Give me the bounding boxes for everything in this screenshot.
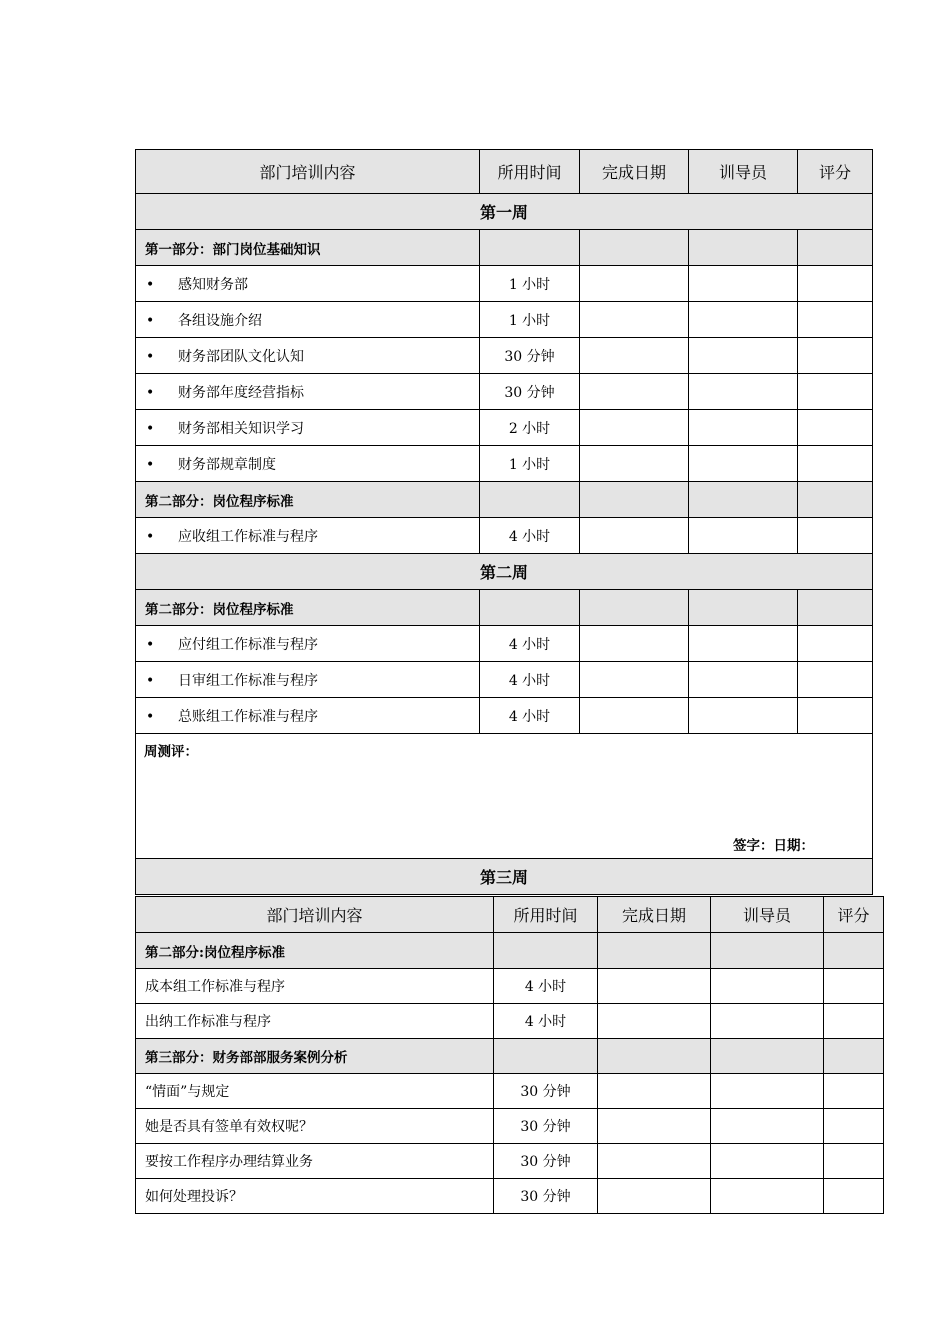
training-item-label: 出纳工作标准与程序 <box>145 1014 271 1030</box>
duration-cell: 4 小时 <box>480 698 580 734</box>
header-time: 所用时间 <box>494 897 598 933</box>
trainer-cell[interactable] <box>689 374 798 410</box>
score-cell[interactable] <box>798 374 873 410</box>
duration-cell: 4 小时 <box>494 969 598 1004</box>
duration-cell: 1 小时 <box>480 266 580 302</box>
training-item-label: 感知财务部 <box>178 276 248 293</box>
duration-cell: 2 小时 <box>480 410 580 446</box>
table-row <box>136 302 873 338</box>
table-row <box>136 1179 884 1214</box>
section-row <box>136 933 884 969</box>
duration-cell: 30 分钟 <box>494 1109 598 1144</box>
section-title: 第三部分：财务部部服务案例分析 <box>136 1039 494 1074</box>
completion-date-cell[interactable] <box>598 1179 711 1214</box>
signature-date-label: 签字：日期： <box>733 838 814 854</box>
training-item <box>136 1144 494 1179</box>
completion-date-cell[interactable] <box>598 1144 711 1179</box>
trainer-cell[interactable] <box>711 1109 824 1144</box>
trainer-cell[interactable] <box>689 698 798 734</box>
training-item <box>136 662 480 698</box>
score-cell[interactable] <box>824 1074 884 1109</box>
training-item-label: 财务部规章制度 <box>178 456 276 473</box>
completion-date-cell[interactable] <box>580 446 689 482</box>
training-item-label: 她是否具有签单有效权呢？ <box>145 1119 313 1135</box>
training-item-label: “情面”与规定 <box>145 1084 230 1100</box>
duration-cell: 1 小时 <box>480 446 580 482</box>
completion-date-cell[interactable] <box>580 374 689 410</box>
header-trainer: 训导员 <box>689 150 798 194</box>
completion-date-cell[interactable] <box>598 969 711 1004</box>
table-row <box>136 410 873 446</box>
header-date: 完成日期 <box>580 150 689 194</box>
training-item <box>136 446 480 482</box>
duration-cell: 4 小时 <box>480 518 580 554</box>
completion-date-cell[interactable] <box>598 1004 711 1039</box>
bullet-icon: • <box>146 312 155 329</box>
training-item-label: 日审组工作标准与程序 <box>178 672 318 689</box>
week-title: 第三周 <box>136 859 873 895</box>
section-title: 第二部分：岗位程序标准 <box>136 482 480 518</box>
section-row <box>136 1039 884 1074</box>
completion-date-cell[interactable] <box>580 410 689 446</box>
table-row <box>136 1074 884 1109</box>
training-item <box>136 266 480 302</box>
review-label: 周测评： <box>144 744 198 760</box>
training-item-label: 如何处理投诉？ <box>145 1189 243 1205</box>
trainer-cell[interactable] <box>689 662 798 698</box>
section-row <box>136 230 873 266</box>
score-cell[interactable] <box>798 338 873 374</box>
table-header-row <box>136 150 873 194</box>
training-item-label: 要按工作程序办理结算业务 <box>145 1154 313 1170</box>
week-row <box>136 859 873 895</box>
trainer-cell[interactable] <box>711 1074 824 1109</box>
training-item <box>136 338 480 374</box>
review-cell[interactable] <box>136 734 873 859</box>
duration-cell: 4 小时 <box>480 662 580 698</box>
score-cell[interactable] <box>798 410 873 446</box>
header-time: 所用时间 <box>480 150 580 194</box>
review-row <box>136 734 873 859</box>
score-cell[interactable] <box>824 1179 884 1214</box>
week-row <box>136 194 873 230</box>
training-item-label: 各组设施介绍 <box>178 312 262 329</box>
table-row <box>136 518 873 554</box>
trainer-cell[interactable] <box>689 266 798 302</box>
training-item-label: 应收组工作标准与程序 <box>178 528 318 545</box>
section-title: 第二部分:岗位程序标准 <box>136 933 494 969</box>
training-item-label: 成本组工作标准与程序 <box>145 979 285 995</box>
section-row <box>136 482 873 518</box>
completion-date-cell[interactable] <box>580 266 689 302</box>
bullet-icon: • <box>146 636 155 653</box>
table-row <box>136 969 884 1004</box>
table-row <box>136 338 873 374</box>
trainer-cell[interactable] <box>689 338 798 374</box>
table-header-row <box>136 897 884 933</box>
bullet-icon: • <box>146 672 155 689</box>
table-row <box>136 1004 884 1039</box>
bullet-icon: • <box>146 528 155 545</box>
score-cell[interactable] <box>798 662 873 698</box>
header-content: 部门培训内容 <box>136 150 480 194</box>
header-score: 评分 <box>798 150 873 194</box>
table-row <box>136 1144 884 1179</box>
completion-date-cell[interactable] <box>580 302 689 338</box>
training-item <box>136 1109 494 1144</box>
header-content: 部门培训内容 <box>136 897 494 933</box>
week-row <box>136 554 873 590</box>
section-title: 第二部分：岗位程序标准 <box>136 590 480 626</box>
bullet-icon: • <box>146 348 155 365</box>
table-row <box>136 662 873 698</box>
section-row <box>136 590 873 626</box>
trainer-cell[interactable] <box>711 969 824 1004</box>
score-cell[interactable] <box>798 266 873 302</box>
table-row <box>136 446 873 482</box>
score-cell[interactable] <box>798 302 873 338</box>
trainer-cell[interactable] <box>711 1144 824 1179</box>
duration-cell: 30 分钟 <box>494 1074 598 1109</box>
score-cell[interactable] <box>824 1109 884 1144</box>
completion-date-cell[interactable] <box>580 518 689 554</box>
duration-cell: 30 分钟 <box>494 1179 598 1214</box>
training-item <box>136 969 494 1004</box>
completion-date-cell[interactable] <box>580 698 689 734</box>
training-item <box>136 1004 494 1039</box>
training-item-label: 财务部年度经营指标 <box>178 384 304 401</box>
trainer-cell[interactable] <box>689 518 798 554</box>
bullet-icon: • <box>146 384 155 401</box>
training-item <box>136 1179 494 1214</box>
table-row <box>136 266 873 302</box>
training-item-label: 总账组工作标准与程序 <box>178 708 318 725</box>
bullet-icon: • <box>146 420 155 437</box>
score-cell[interactable] <box>824 1004 884 1039</box>
bullet-icon: • <box>146 708 155 725</box>
score-cell[interactable] <box>824 1144 884 1179</box>
duration-cell: 1 小时 <box>480 302 580 338</box>
training-item <box>136 698 480 734</box>
completion-date-cell[interactable] <box>580 338 689 374</box>
header-trainer: 训导员 <box>711 897 824 933</box>
completion-date-cell[interactable] <box>598 1109 711 1144</box>
table-row <box>136 374 873 410</box>
training-item-label: 财务部相关知识学习 <box>178 420 304 437</box>
trainer-cell[interactable] <box>711 1004 824 1039</box>
training-item <box>136 626 480 662</box>
section-title: 第一部分：部门岗位基础知识 <box>136 230 480 266</box>
training-table-week3 <box>135 896 884 1214</box>
score-cell[interactable] <box>798 626 873 662</box>
header-score: 评分 <box>824 897 884 933</box>
table-row <box>136 698 873 734</box>
trainer-cell[interactable] <box>689 626 798 662</box>
duration-cell: 4 小时 <box>480 626 580 662</box>
score-cell[interactable] <box>798 698 873 734</box>
score-cell[interactable] <box>798 446 873 482</box>
duration-cell: 30 分钟 <box>480 338 580 374</box>
training-item <box>136 374 480 410</box>
training-item <box>136 410 480 446</box>
trainer-cell[interactable] <box>689 410 798 446</box>
bullet-icon: • <box>146 276 155 293</box>
week-title: 第二周 <box>136 554 873 590</box>
training-table-week1-2 <box>135 149 873 895</box>
training-item <box>136 518 480 554</box>
completion-date-cell[interactable] <box>580 626 689 662</box>
duration-cell: 4 小时 <box>494 1004 598 1039</box>
duration-cell: 30 分钟 <box>494 1144 598 1179</box>
trainer-cell[interactable] <box>711 1179 824 1214</box>
training-item <box>136 302 480 338</box>
table-row <box>136 626 873 662</box>
score-cell[interactable] <box>824 969 884 1004</box>
completion-date-cell[interactable] <box>580 662 689 698</box>
header-date: 完成日期 <box>598 897 711 933</box>
training-item-label: 财务部团队文化认知 <box>178 348 304 365</box>
training-item <box>136 1074 494 1109</box>
duration-cell: 30 分钟 <box>480 374 580 410</box>
table-row <box>136 1109 884 1144</box>
week-title: 第一周 <box>136 194 873 230</box>
trainer-cell[interactable] <box>689 302 798 338</box>
trainer-cell[interactable] <box>689 446 798 482</box>
bullet-icon: • <box>146 456 155 473</box>
score-cell[interactable] <box>798 518 873 554</box>
training-item-label: 应付组工作标准与程序 <box>178 636 318 653</box>
completion-date-cell[interactable] <box>598 1074 711 1109</box>
